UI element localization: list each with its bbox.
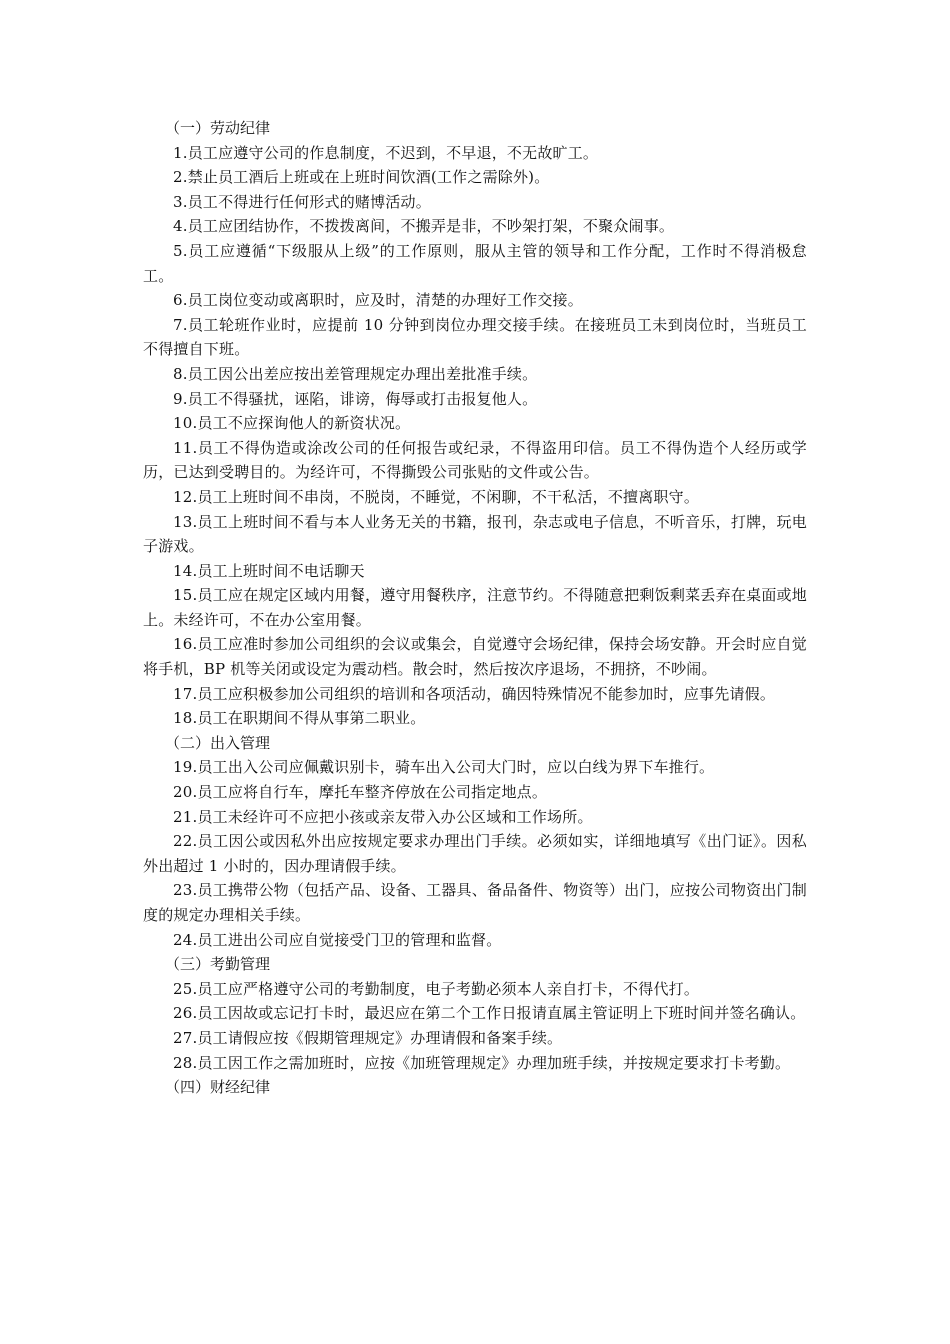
- list-item: 15.员工应在规定区域内用餐，遵守用餐秩序，注意节约。不得随意把剩饭剩菜丢弃在桌面或地上。未经许可，不在办公室用餐。: [143, 586, 807, 629]
- list-item: 22.员工因公或因私外出应按规定要求办理出门手续。必须如实，详细地填写《出门证》。因私外出超过 1 小时的，因办理请假手续。: [143, 832, 807, 875]
- list-item: 27.员工请假应按《假期管理规定》办理请假和备案手续。: [173, 1028, 563, 1047]
- list-item: 3.员工不得进行任何形式的赌博活动。: [173, 192, 431, 211]
- list-item: 28.员工因工作之需加班时，应按《加班管理规定》办理加班手续，并按规定要求打卡考勤。: [173, 1053, 791, 1072]
- list-item: 16.员工应准时参加公司组织的会议或集会，自觉遵守会场纪律，保持会场安静。开会时应自觉将手机，BP 机等关闭或设定为震动档。散会时，然后按次序退场，不拥挤，不吵闹。: [143, 635, 807, 679]
- list-item: 14.员工上班时间不电话聊天: [173, 561, 365, 580]
- list-item: 24.员工进出公司应自觉接受门卫的管理和监督。: [173, 930, 502, 949]
- list-item: 8.员工因公出差应按出差管理规定办理出差批准手续。: [173, 364, 538, 383]
- list-item: 6.员工岗位变动或离职时，应及时，清楚的办理好工作交接。: [173, 291, 583, 310]
- list-item: 1.员工应遵守公司的作息制度，不迟到，不早退，不无故旷工。: [173, 143, 599, 162]
- section-heading-finance: （四）财经纪律: [165, 1078, 271, 1097]
- list-item: 5.员工应遵循“下级服从上级”的工作原则，服从主管的领导和工作分配，工作时不得消极怠工。: [143, 241, 807, 285]
- section-heading-access: （二）出入管理: [165, 733, 271, 752]
- list-item: 17.员工应积极参加公司组织的培训和各项活动，确因特殊情况不能参加时，应事先请假。: [173, 684, 776, 703]
- list-item: 23.员工携带公物（包括产品、设备、工器具、备品备件、物资等）出门，应按公司物资出门制度的规定办理相关手续。: [143, 881, 807, 924]
- list-item: 12.员工上班时间不串岗，不脱岗，不睡觉，不闲聊，不干私活，不擅离职守。: [173, 487, 700, 506]
- section-heading-attendance: （三）考勤管理: [165, 955, 271, 974]
- list-item: 20.员工应将自行车，摩托车整齐停放在公司指定地点。: [173, 783, 548, 802]
- list-item: 21.员工未经许可不应把小孩或亲友带入办公区域和工作场所。: [173, 807, 593, 826]
- section-heading-labor: （一）劳动纪律: [165, 119, 271, 137]
- list-item: 4.员工应团结协作，不拨拨离间，不搬弄是非，不吵架打架，不聚众闹事。: [173, 217, 675, 236]
- list-item: 13.员工上班时间不看与本人业务无关的书籍，报刊，杂志或电子信息，不听音乐，打牌，玩电子游戏。: [143, 512, 807, 556]
- list-item: 9.员工不得骚扰，诬陷，诽谤，侮辱或打击报复他人。: [173, 389, 538, 408]
- list-item: 11.员工不得伪造或涂改公司的任何报告或纪录，不得盗用印信。员工不得伪造个人经历或学历，已达到受聘目的。为经许可，不得撕毁公司张贴的文件或公告。: [143, 438, 807, 482]
- list-item: 10.员工不应探询他人的新资状况。: [173, 414, 411, 433]
- list-item: 25.员工应严格遵守公司的考勤制度，电子考勤必须本人亲自打卡，不得代打。: [173, 979, 700, 998]
- list-item: 26.员工因故或忘记打卡时，最迟应在第二个工作日报请直属主管证明上下班时间并签名确认。: [173, 1004, 806, 1023]
- list-item: 18.员工在职期间不得从事第二职业。: [173, 709, 426, 728]
- list-item: 19.员工出入公司应佩戴识别卡，骑车出入公司大门时，应以白线为界下车推行。: [173, 758, 715, 777]
- list-item: 2.禁止员工酒后上班或在上班时间饮酒(工作之需除外)。: [173, 168, 550, 187]
- list-item: 7.员工轮班作业时，应提前 10 分钟到岗位办理交接手续。在接班员工未到岗位时，当班员工不得擅自下班。: [143, 315, 807, 359]
